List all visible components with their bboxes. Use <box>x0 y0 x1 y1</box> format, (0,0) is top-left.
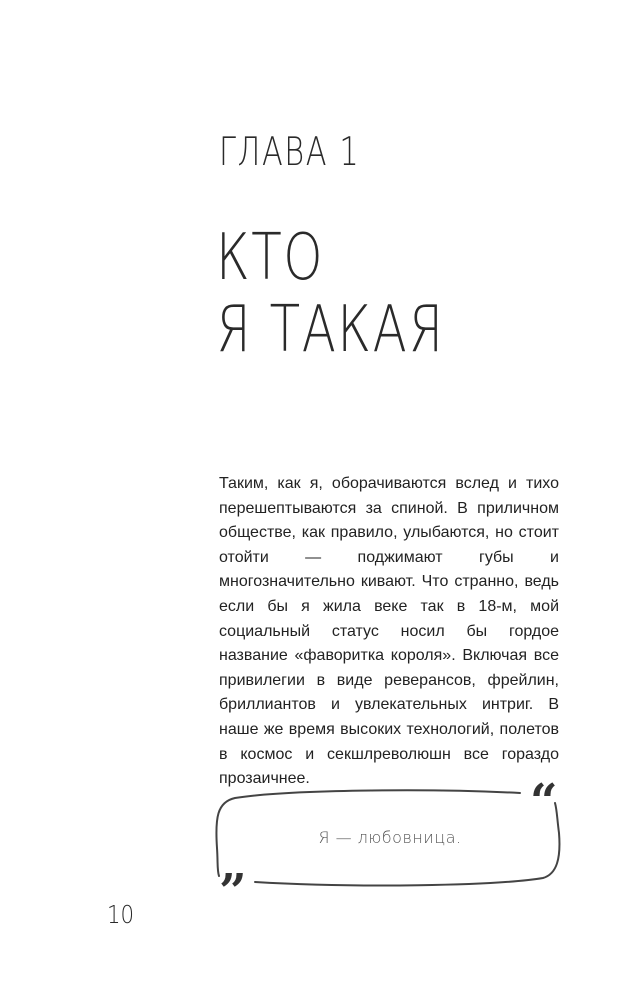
chapter-title-line-2: Я ТАКАЯ <box>216 293 445 367</box>
quote-close-icon: ” <box>219 864 247 898</box>
body-paragraph: Таким, как я, оборачиваются вслед и тихо перешептываются за спиной. В приличном обществе, как правило, улыбаются, но стоит отойти — поджимают губы и многозначительно кивают. Что странно, ведь если бы я жила веке так в 18-м, мой социальный статус носил бы гордое название «фаворитка короля». Включая все привилегии в виде реверансов, фрейлин, бриллиантов и увлекательных интриг. В наше же время высоких технологий, полетов в космос и секшлреволюшн все гораздо прозаичнее. <box>219 475 559 788</box>
quote-open-icon: “ <box>530 778 558 830</box>
body-text <box>219 472 559 792</box>
quote-text: Я — любовница. <box>318 828 462 847</box>
page-number: 10 <box>107 900 135 929</box>
quote-frame <box>205 778 575 898</box>
chapter-label: ГЛАВА 1 <box>219 130 361 175</box>
chapter-title <box>216 222 445 366</box>
chapter-title-line-1: КТО <box>216 221 325 295</box>
